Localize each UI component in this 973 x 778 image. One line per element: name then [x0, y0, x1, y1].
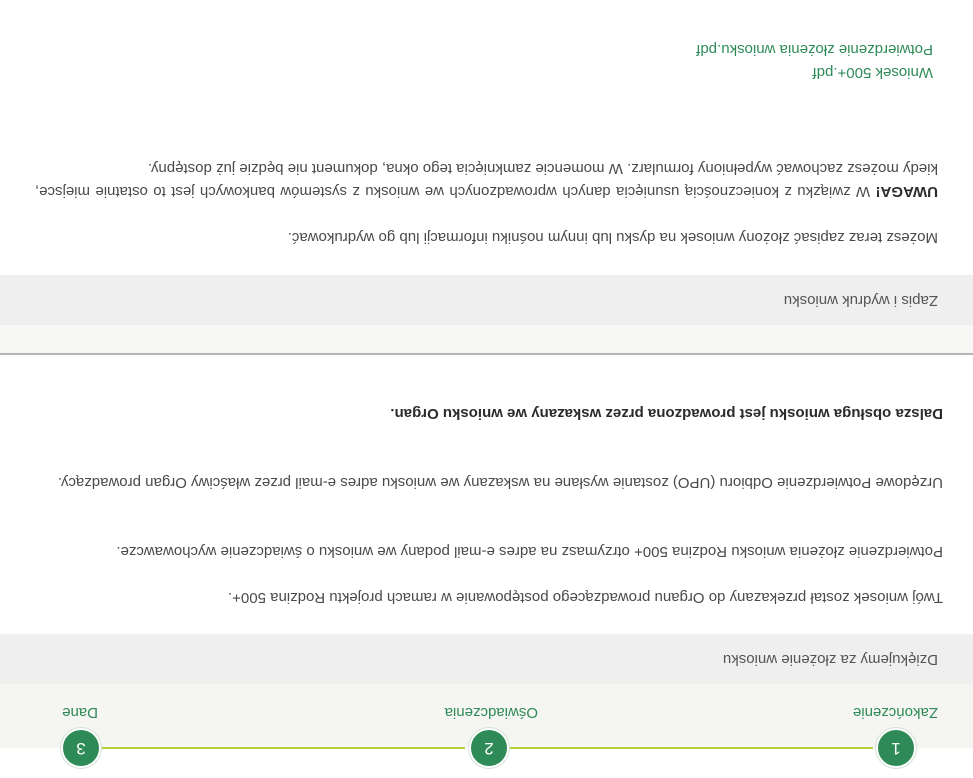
- thanks-paragraph-1: Twój wniosek został przekazany do Organu prowadzącego postępowanie w ramach projektu Rodzina 500+.: [228, 589, 943, 606]
- warning-label: UWAGA!: [875, 183, 938, 200]
- progress-line-1: [501, 747, 873, 749]
- warning-text: W związku z koniecznością usunięcia danych wprowadzonych we wniosku z systemów bankowych jest to ostatnie miejsce, kiedy możesz zachować wypełniony formularz. W momencie zamknięcia tego okna, dokument nie będzie już dostępny.: [35, 160, 938, 200]
- step-3-label: Zakończenie: [852, 704, 938, 721]
- step-2-label: Oświadczenia: [444, 704, 538, 721]
- download-confirmation-pdf-link[interactable]: Potwierdzenie złożenia wniosku.pdf: [696, 41, 933, 58]
- step-1-number: 1: [891, 739, 901, 758]
- save-warning: [35, 157, 938, 203]
- save-paragraph: Możesz teraz zapisać złożony wniosek na dysku lub innym nośniku informacji lub go wydrukować.: [287, 229, 938, 246]
- thanks-paragraph-3: Urzędowe Potwierdzenie Odbioru (UPO) zostanie wysłane na wskazany we wniosku adres e-mail przez właściwy Organ prowadzący.: [57, 474, 943, 491]
- progress-line-2: [95, 747, 465, 749]
- progress-stepper: [0, 684, 973, 778]
- download-application-pdf-link[interactable]: Wniosek 500+.pdf: [812, 64, 933, 81]
- step-3-number: 3: [76, 739, 86, 758]
- thanks-paragraph-4: Dalsza obsługa wniosku jest prowadzona przez wskazany we wniosku Organ.: [390, 405, 943, 422]
- thanks-paragraph-2: Potwierdzenie złożenia wniosku Rodzina 500+ otrzymasz na adres e-mail podany we wniosku o świadczenie wychowawcze.: [116, 543, 943, 560]
- step-2-number: 2: [484, 739, 494, 758]
- thanks-section-header: Dziękujemy za złożenie wniosku: [0, 634, 973, 684]
- step-1-circle: [876, 728, 916, 768]
- section-divider: [0, 353, 973, 355]
- save-section-header: Zapis i wydruk wniosku: [0, 275, 973, 325]
- step-2-circle: [469, 728, 509, 768]
- step-3-circle: [61, 728, 101, 768]
- step-1-label: Dane: [62, 704, 98, 721]
